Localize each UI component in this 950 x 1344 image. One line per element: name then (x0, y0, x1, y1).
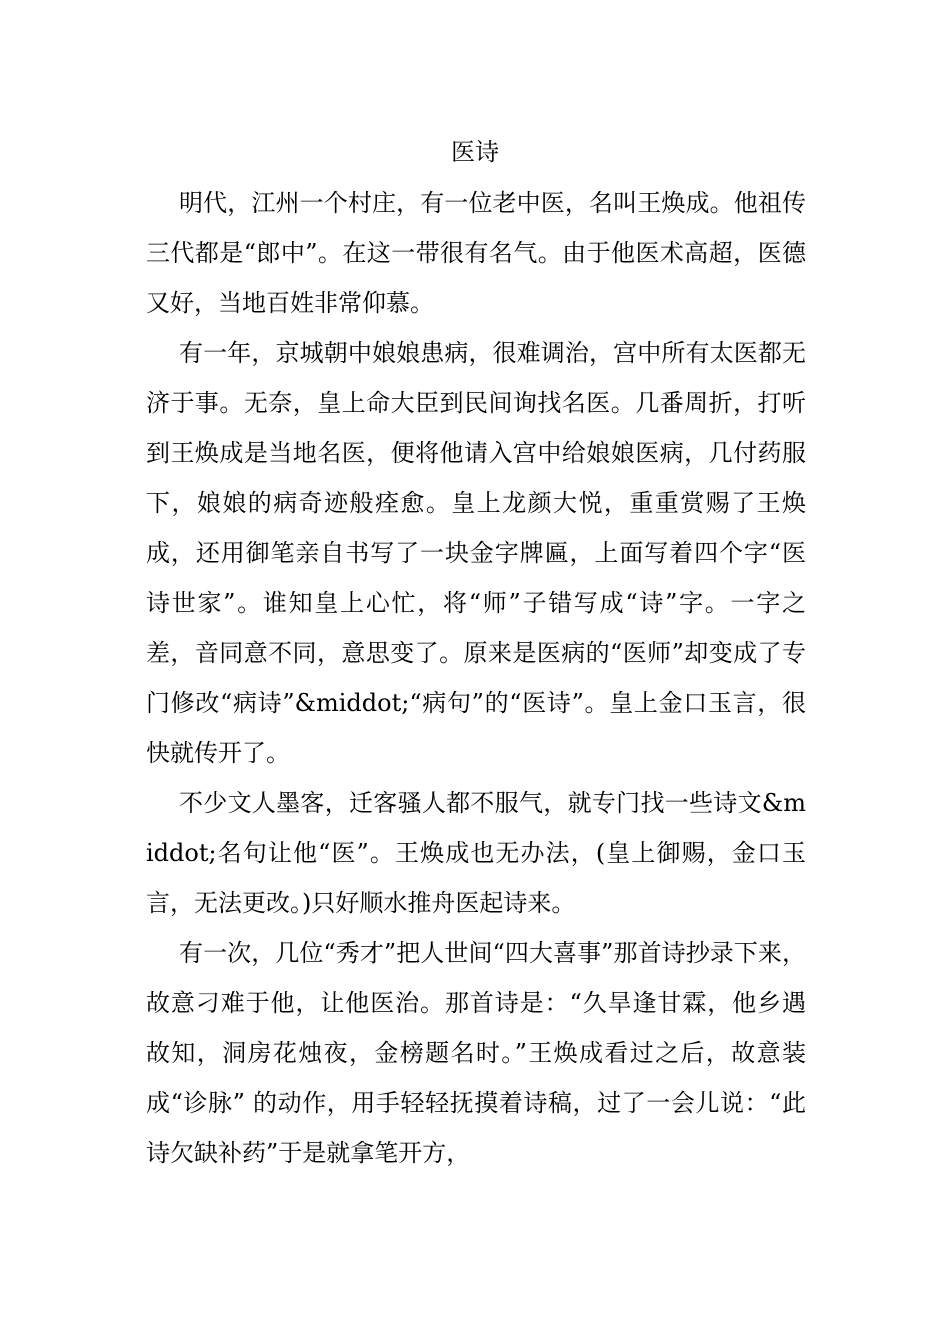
document-body (146, 178, 806, 1178)
paragraph-1: 明代，江州一个村庄，有一位老中医，名叫王焕成。他祖传三代都是“郎中”。在这一带很有名气。由于他医术高超，医德又好，当地百姓非常仰慕。 (146, 189, 806, 317)
paragraph-4: 有一次，几位“秀才”把人世间“四大喜事”那首诗抄录下来，故意刁难于他，让他医治。那首诗是：“久旱逢甘霖，他乡遇故知，洞房花烛夜，金榜题名时。”王焕成看过之后，故意装成“诊脉” 的动作，用手轻轻抚摸着诗稿，过了一会儿说：“此诗欠缺补药”于是就拿笔开方， (146, 939, 806, 1167)
paragraph-3: 不少文人墨客，迁客骚人都不服气，就专门找一些诗文&middot;名句让他“医”。王焕成也无办法，(皇上御赐，金口玉言，无法更改。)只好顺水推舟医起诗来。 (146, 789, 806, 917)
paragraph-2: 有一年，京城朝中娘娘患病，很难调治，宫中所有太医都无济于事。无奈，皇上命大臣到民间询找名医。几番周折，打听到王焕成是当地名医，便将他请入宫中给娘娘医病，几付药服下，娘娘的病奇迹般痊愈。皇上龙颜大悦，重重赏赐了王焕成，还用御笔亲自书写了一块金字牌匾，上面写着四个字“医诗世家”。谁知皇上心忙，将“师”子错写成“诗”字。一字之差，音同意不同，意思变了。原来是医病的“医师”却变成了专门修改“病诗”&middot;“病句”的“医诗”。皇上金口玉言，很快就传开了。 (146, 339, 806, 767)
page-title: 医诗 (451, 138, 499, 166)
